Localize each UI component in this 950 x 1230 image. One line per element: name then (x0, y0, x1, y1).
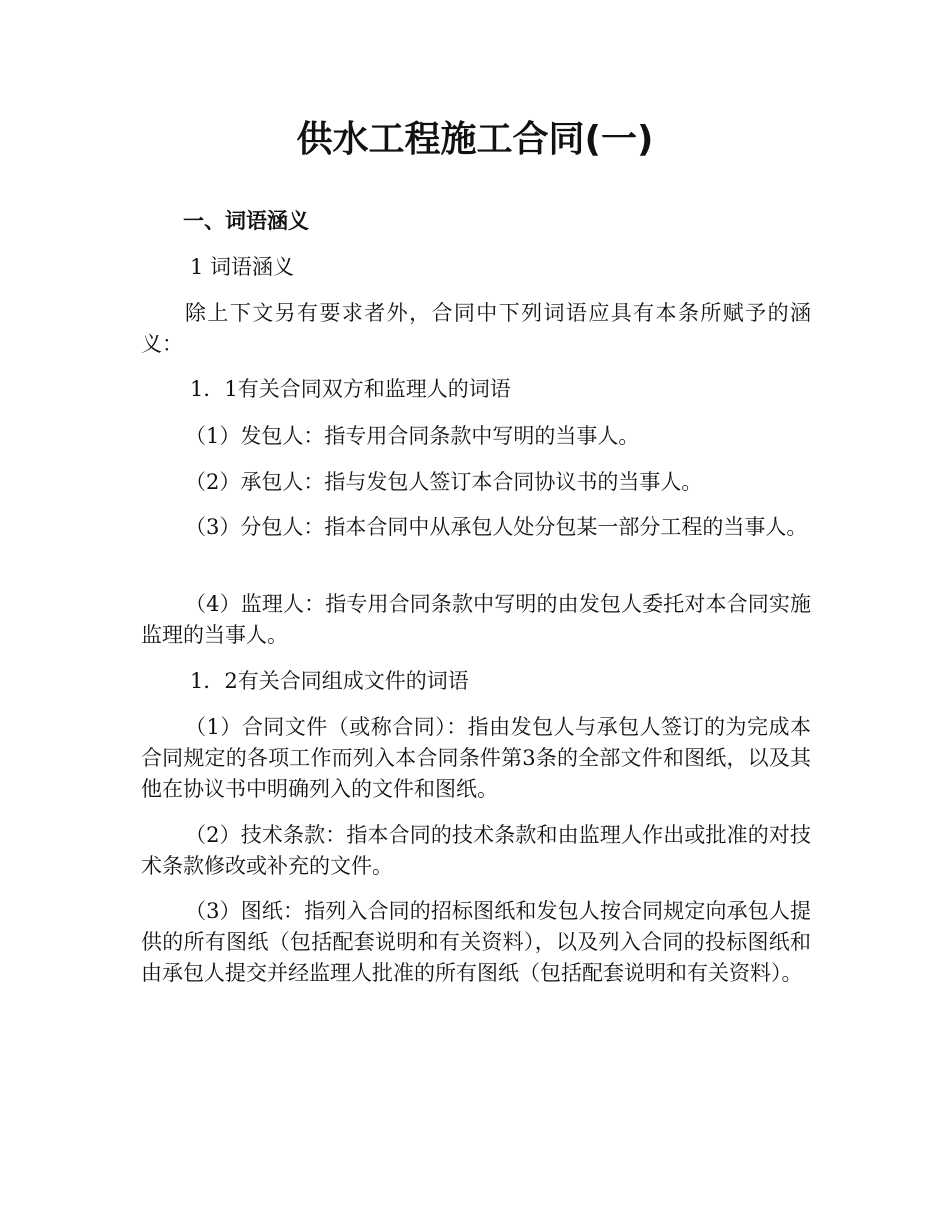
subclause-heading-1-1: 1．1有关合同双方和监理人的词语 (190, 377, 511, 401)
paragraph-item-3: （3）分包人：指本合同中从承包人处分包某一部分工程的当事人。 (185, 515, 808, 539)
paragraph-item-2: （2）承包人：指与发包人签订本合同协议书的当事人。 (185, 470, 703, 494)
paragraph-intro: 除上下文另有要求者外，合同中下列词语应具有本条所赋予的涵义： (141, 301, 811, 356)
paragraph-item-4: （4）监理人：指专用合同条款中写明的由发包人委托对本合同实施监理的当事人。 (141, 592, 811, 647)
section-heading: 一、词语涵义 (183, 209, 309, 233)
paragraph-technical-clauses: （2）技术条款：指本合同的技术条款和由监理人作出或批准的对技术条款修改或补充的文件。 (141, 823, 811, 878)
subclause-heading-1-2: 1．2有关合同组成文件的词语 (190, 669, 469, 693)
paragraph-drawings: （3）图纸：指列入合同的招标图纸和发包人按合同规定向承包人提供的所有图纸（包括配套说明和有关资料），以及列入合同的投标图纸和由承包人提交并经监理人批准的所有图纸（包括配套说明和有关资料）。 (141, 899, 811, 985)
clause-heading: 1 词语涵义 (190, 255, 295, 279)
paragraph-item-1: （1）发包人：指专用合同条款中写明的当事人。 (185, 424, 640, 448)
document-title: 供水工程施工合同(一) (296, 119, 654, 160)
paragraph-contract-documents: （1）合同文件（或称合同）：指由发包人与承包人签订的为完成本合同规定的各项工作而列入本合同条件第3条的全部文件和图纸，以及其他在协议书中明确列入的文件和图纸。 (141, 715, 811, 801)
